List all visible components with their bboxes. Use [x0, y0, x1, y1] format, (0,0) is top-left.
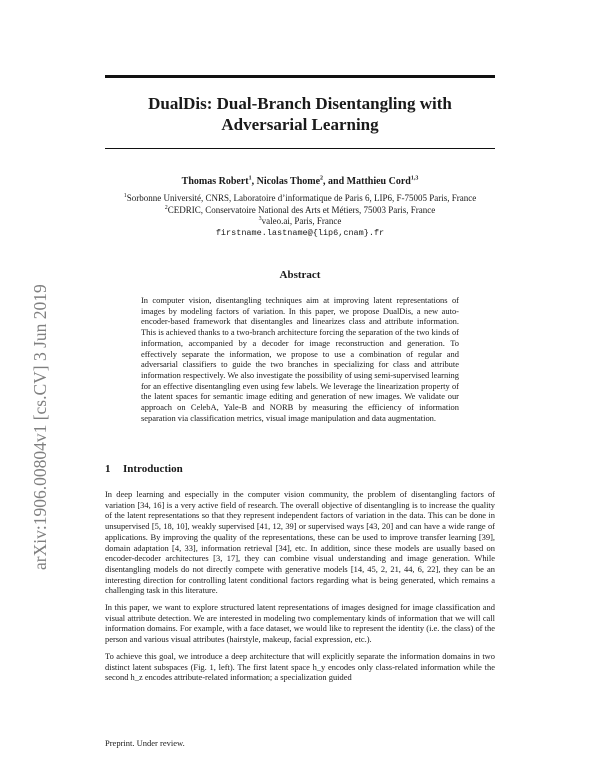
affiliation-mark: 3: [258, 216, 262, 222]
author-name: Thomas Robert: [181, 176, 249, 187]
affiliation-mark: 2: [164, 204, 168, 211]
title-line-2: Adversarial Learning: [221, 115, 379, 134]
arxiv-sidebar-stamp: arXiv:1906.00804v1 [cs.CV] 3 Jun 2019: [30, 284, 50, 570]
author-separator: ,: [251, 176, 257, 187]
author-separator: , and: [323, 176, 347, 187]
affiliation-text: Sorbonne Université, CNRS, Laboratoire d’informatique de Paris 6, LIP6, F-75005 Paris, France: [126, 193, 477, 203]
affiliation-line: [105, 193, 495, 205]
section-number: 1: [105, 463, 111, 475]
body-paragraph: In deep learning and especially in the computer vision community, the problem of disentangling factors of variation [34, 16] is a very active field of research. The overall objective of disentangling is to increase the quality of the latent representations so that they represent independent factors of variation in the data. This can be done in unsupervised [5, 18, 10], weakly supervised [41, 12, 39] or supervised ways [43, 20] and can have a wide range of applications. By improving the quality of the representations, these can be used to improve transfer learning [39], domain adaptation [4, 33], information retrieval [34], etc. In addition, since these models are usually based on encoder-decoder architectures [3, 17], they can combine visual understanding and image generation. While disentangling models do not directly compete with generative models [14, 45, 2, 21, 44, 6, 22], they can be an interesting direction for controlling latent conditional factors regarding what is being generated, which remains a challenging task in this literature.: [105, 489, 495, 596]
affiliations: [105, 193, 495, 239]
title-line-1: DualDis: Dual-Branch Disentangling with: [148, 94, 452, 113]
title-bottom-rule: [105, 148, 495, 149]
paper-title: [105, 93, 495, 135]
preprint-footer: Preprint. Under review.: [105, 738, 185, 748]
affiliation-line: [105, 205, 495, 217]
body-paragraph: To achieve this goal, we introduce a deep architecture that will explicitly separate the information domains in two distinct latent subspaces (Fig. 1, left). The first latent space h_y encodes only class-related information while the second h_z encodes attribute-related information; a specialization guided: [105, 650, 495, 683]
author-name: Nicolas Thome: [256, 176, 321, 187]
affiliation-text: valeo.ai, Paris, France: [261, 216, 342, 226]
author-name: Matthieu Cord: [346, 176, 411, 187]
affiliation-mark: 1: [123, 193, 127, 199]
author-affil-mark: 1,3: [410, 175, 419, 182]
author-affil-mark: 1: [248, 175, 252, 182]
body-paragraph: In this paper, we want to explore structured latent representations of images designed for image classification and visual attribute detection. We are interested in modeling two complementary kinds of information that we will call information domains. For example, with a face dataset, we would like to represent the identity (i.e. the class) of the person and various visual attributes (hairstyle, makeup, facial expression, etc.).: [105, 602, 495, 645]
affiliation-line: [105, 216, 495, 228]
section-body: [105, 489, 495, 689]
author-list: [105, 176, 495, 187]
abstract-heading: Abstract: [279, 269, 321, 281]
author-email: firstname.lastname@{lip6,cnam}.fr: [215, 227, 385, 238]
abstract-text: In computer vision, disentangling techniques aim at improving latent representations of images by modeling factors of variation. In this paper, we propose DualDis, a new auto-encoder-based framework that disentangles and linearizes class and attribute information. This is achieved thanks to a two-branch architecture forcing the separation of the two kinds of information, accompanied by a decoder for image reconstruction and generation. To effectively separate the information, we propose to use a combination of regular and adversarial classifiers to guide the two branches in specializing for class and attribute information respectively. We also investigate the possibility of using semi-supervised learning for an effective disentangling even using few labels. We leverage the linearization property of the latent spaces for semantic image editing and generation of new images. We validate our approach on CelebA, Yale-B and NORB by measuring the efficiency of information separation via classification metrics, visual image manipulation and data augmentation.: [141, 295, 459, 423]
affiliation-text: CEDRIC, Conservatoire National des Arts et Métiers, 75003 Paris, France: [167, 204, 436, 215]
author-affil-mark: 2: [320, 175, 324, 182]
section-heading: [105, 463, 183, 475]
section-title: Introduction: [123, 463, 183, 475]
title-top-rule: [105, 75, 495, 78]
